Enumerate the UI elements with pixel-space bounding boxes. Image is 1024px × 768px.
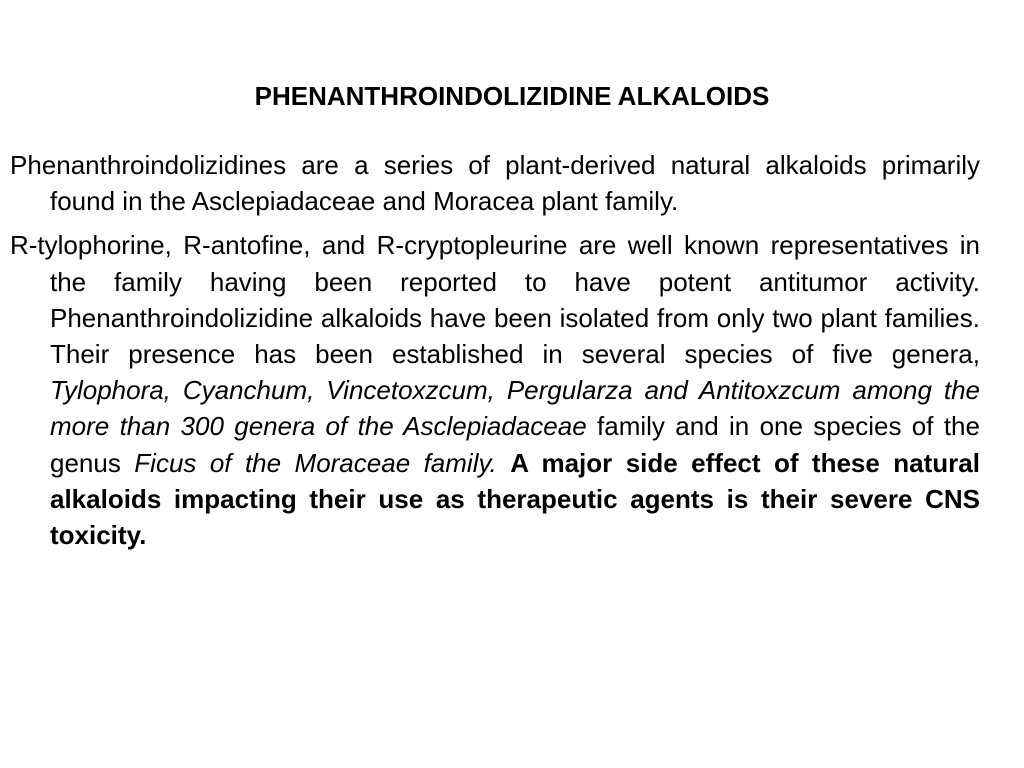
- ficus-italic: Ficus of the Moraceae family.: [134, 447, 497, 478]
- slide-body: [10, 147, 980, 553]
- space: [497, 448, 510, 478]
- slide-title: PHENANTHROINDOLIZIDINE ALKALOIDS: [254, 81, 770, 111]
- side-effect-bold: A major side effect of these natural alkaloids impacting their use as therapeutic agents is their severe CNS toxicity.: [50, 447, 980, 551]
- genera-list-italic: Tylophora, Cyanchum, Vincetoxzcum, Pergularza and Antitoxzcum among the more than 300 genera of the Asclepiadaceae: [50, 375, 980, 442]
- paragraph-1: [10, 147, 980, 219]
- paragraph-2-text: R-tylophorine, R-antofine, and R-cryptopleurine are well known representatives in the family having been reported to have potent antitumor activity. Phenanthroindolizidine alkaloids have been isolated from only two plant families. Their presence has been established in several species of five genera,: [10, 230, 980, 370]
- paragraph-1-text: Phenanthroindolizidines are a series of plant-derived natural alkaloids primarily found in the Asclepiadaceae and Moracea plant family.: [10, 150, 980, 217]
- paragraph-2-text-continued: family and in one species of the genus: [50, 411, 980, 478]
- paragraph-2: [10, 227, 980, 553]
